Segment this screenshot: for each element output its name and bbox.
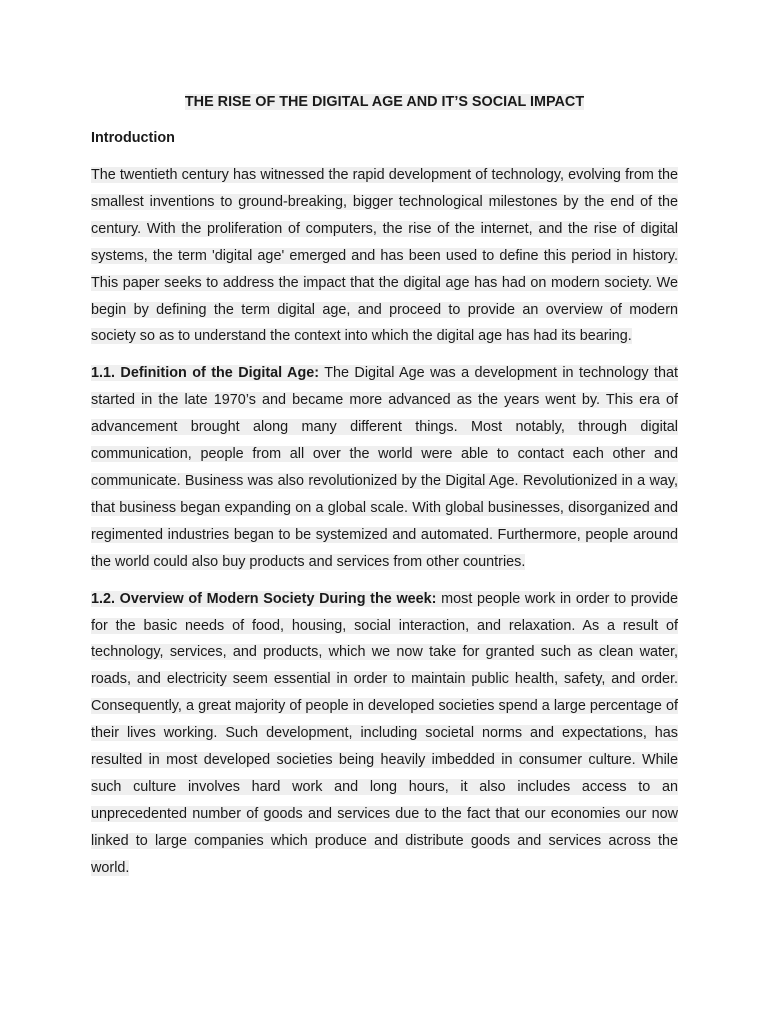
document-title-text: THE RISE OF THE DIGITAL AGE AND IT’S SOCIAL IMPACT	[184, 94, 585, 110]
document-title	[91, 90, 678, 114]
section-1-2-text: most people work in order to provide for the basic needs of food, housing, social interaction, and relaxation. As a result of technology, services, and products, which we now take for granted such as clean water, roads, and electricity seem essential in order to maintain public health, safety, and order. Consequently, a great majority of people in developed societies spend a large percentage of their lives working. Such development, including societal norms and expectations, has resulted in most developed societies being heavily imbedded in consumer culture. While such culture involves hard work and long hours, it also includes access to an unprecedented number of goods and services due to the fact that our economies our now linked to large companies which produce and distribute goods and services across the world.	[91, 590, 678, 876]
section-1-2-heading: 1.2. Overview of Modern Society During the week:	[91, 590, 437, 607]
section-1-1-heading: 1.1. Definition of the Digital Age:	[91, 365, 320, 382]
introduction-paragraph	[91, 162, 678, 350]
introduction-text: The twentieth century has witnessed the rapid development of technology, evolving from the smallest inventions to ground-breaking, bigger technological milestones by the end of the century. With the proliferation of computers, the rise of the internet, and the rise of digital systems, the term 'digital age' emerged and has been used to define this period in history. This paper seeks to address the impact that the digital age has had on modern society. We begin by defining the term digital age, and proceed to provide an overview of modern society so as to understand the context into which the digital age has had its bearing.	[91, 167, 678, 345]
introduction-heading: Introduction	[91, 130, 175, 146]
section-1-1-paragraph	[91, 360, 678, 575]
section-1-1-text: The Digital Age was a development in technology that started in the late 1970’s and became more advanced as the years went by. This era of advancement brought along many different things. Most notably, through digital communication, people from all over the world were able to contact each other and communicate. Business was also revolutionized by the Digital Age. Revolutionized in a way, that business began expanding on a global scale. With global businesses, disorganized and regimented industries began to be systemized and automated. Furthermore, people around the world could also buy products and services from other countries.	[91, 365, 678, 570]
section-1-2-paragraph	[91, 586, 678, 882]
document-body	[91, 90, 678, 892]
